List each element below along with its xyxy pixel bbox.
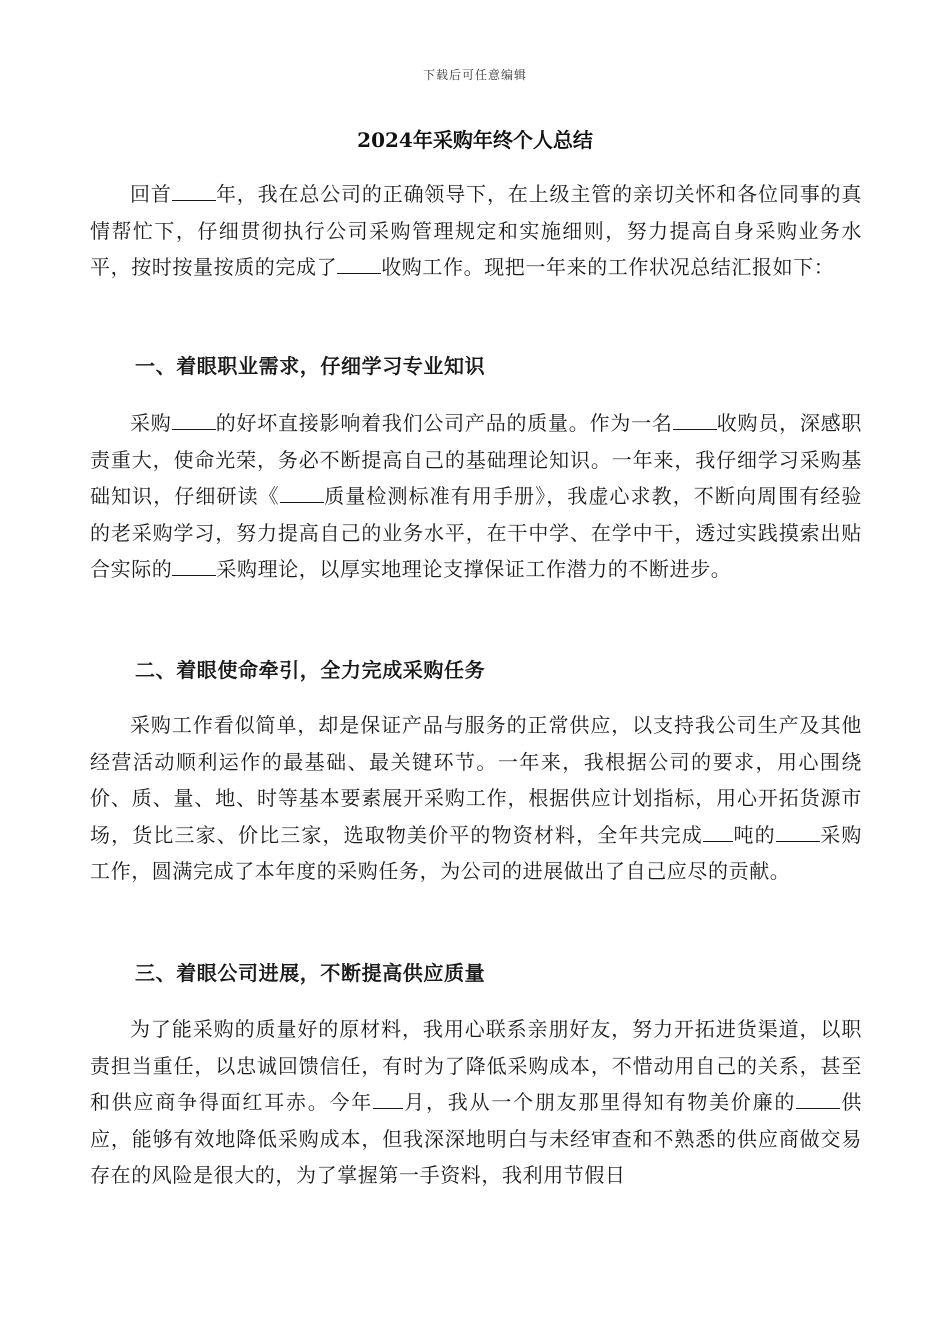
section-1: [90, 348, 862, 384]
fill-blank: [796, 1090, 840, 1109]
section-3-body: [90, 1011, 862, 1194]
section-3-paragraph: 为了能采购的质量好的原材料，我用心联系亲朋好友，努力开拓进货渠道，以职责担当重任，以忠诚回馈信任，有时为了降低采购成本，不惜动用自己的关系，甚至和供应商争得面红耳赤。今年 月，我从一个朋友那里得知有物美价廉的 供应，能够有效地降低采购成本，但我深深地明白与未经审查和不熟悉的供应商做交易存在的风险是很大的，为了掌握第一手资料，我利用节假日: [90, 1017, 862, 1187]
intro-section: [90, 176, 862, 286]
fill-blank: [337, 255, 381, 274]
fill-blank: [172, 182, 216, 201]
fill-blank: [172, 557, 216, 576]
document-title: 2024年采购年终个人总结: [357, 128, 593, 152]
fill-blank: [280, 484, 324, 503]
section-2-heading: 二、着眼使命牵引，全力完成采购任务: [135, 658, 486, 682]
fill-blank: [673, 411, 717, 430]
intro-paragraph: 回首 年，我在总公司的正确领导下，在上级主管的亲切关怀和各位同事的真情帮忙下，仔细贯彻执行公司采购管理规定和实施细则，努力提高自身采购业务水平，按时按量按质的完成了 收购工作。现把一年来的工作状况总结汇报如下：: [90, 182, 862, 279]
section-1-heading: 一、着眼职业需求，仔细学习专业知识: [135, 354, 486, 378]
fill-blank: [172, 411, 216, 430]
section-2-paragraph: 采购工作看似简单，却是保证产品与服务的正常供应，以支持我公司生产及其他经营活动顺利运作的最基础、最关键环节。一年来，我根据公司的要求，用心围绕价、质、量、地、时等基本要素展开采购工作，根据供应计划指标，用心开拓货源市场，货比三家、价比三家，选取物美价平的物资材料，全年共完成 吨的 采购工作，圆满完成了本年度的采购任务，为公司的进展做出了自己应尽的贡献。: [90, 713, 863, 883]
header-note: 下载后可任意编辑: [422, 68, 527, 82]
fill-blank: [776, 823, 820, 842]
section-3: [90, 955, 862, 991]
fill-blank: [373, 1090, 403, 1109]
fill-blank: [703, 823, 733, 842]
section-1-body: [90, 405, 862, 588]
section-1-paragraph: 采购 的好坏直接影响着我们公司产品的质量。作为一名 收购员，深感职责重大，使命光荣，务必不断提高自己的基础理论知识。一年来，我仔细学习采购基础知识，仔细研读《 质量检测标准有用手册》，我虚心求教，不断向周围有经验的老采购学习，努力提高自己的业务水平，在干中学、在学中干，透过实践摸索出贴合实际的 采购理论，以厚实地理论支撑保证工作潜力的不断进步。: [90, 411, 863, 581]
section-2-body: [90, 707, 862, 890]
section-3-heading: 三、着眼公司进展，不断提高供应质量: [135, 961, 486, 985]
section-2: [90, 652, 862, 688]
